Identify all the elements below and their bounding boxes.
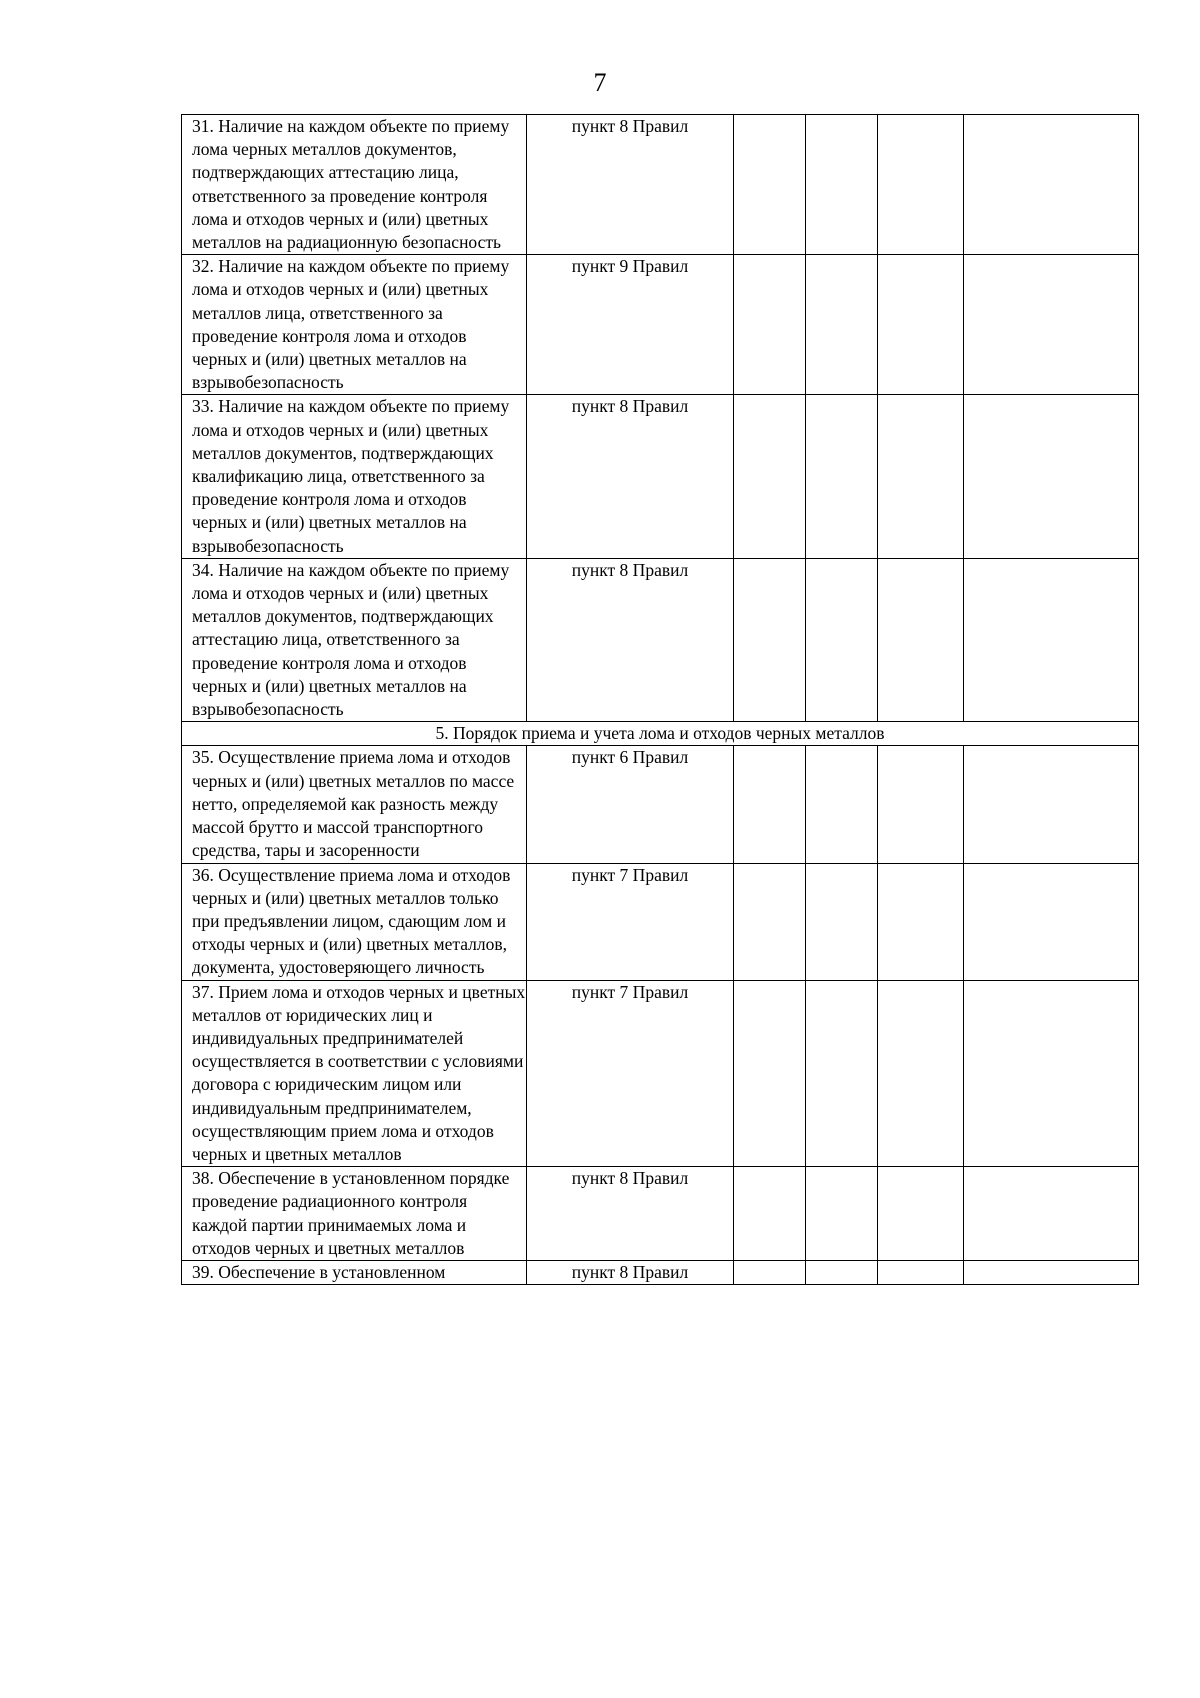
item-requirement: пункт 7 Правил xyxy=(527,863,734,980)
note-cell xyxy=(964,558,1139,721)
note-cell xyxy=(964,395,1139,558)
note-cell xyxy=(964,255,1139,395)
table-row xyxy=(182,1260,1139,1284)
item-text: 39. Обеспечение в установленном xyxy=(182,1260,527,1284)
item-text: 37. Прием лома и отходов черных и цветных металлов от юридических лиц и индивидуальных предпринимателей осуществляется в соответствии с условиями договора с юридическим лицом или индивидуальным предпринимателем, осуществляющим прием лома и отходов черных и цветных металлов xyxy=(182,980,527,1167)
answer-cell xyxy=(878,558,964,721)
item-text: 32. Наличие на каждом объекте по приему лома и отходов черных и (или) цветных металлов лица, ответственного за проведение контроля лома и отходов черных и (или) цветных металлов на взрывобезопасность xyxy=(182,255,527,395)
table-row xyxy=(182,395,1139,558)
item-requirement: пункт 6 Правил xyxy=(527,746,734,863)
item-text: 33. Наличие на каждом объекте по приему лома и отходов черных и (или) цветных металлов документов, подтверждающих квалификацию лица, ответственного за проведение контроля лома и отходов черных и (или) цветных металлов на взрывобезопасность xyxy=(182,395,527,558)
note-cell xyxy=(964,1167,1139,1261)
answer-cell xyxy=(734,863,806,980)
answer-cell xyxy=(734,1260,806,1284)
item-requirement: пункт 8 Правил xyxy=(527,1167,734,1261)
answer-cell xyxy=(878,1167,964,1261)
answer-cell xyxy=(806,115,878,255)
answer-cell xyxy=(878,395,964,558)
answer-cell xyxy=(878,1260,964,1284)
answer-cell xyxy=(806,746,878,863)
item-text: 38. Обеспечение в установленном порядке проведение радиационного контроля каждой партии принимаемых лома и отходов черных и цветных металлов xyxy=(182,1167,527,1261)
answer-cell xyxy=(878,980,964,1167)
answer-cell xyxy=(878,115,964,255)
note-cell xyxy=(964,115,1139,255)
answer-cell xyxy=(734,1167,806,1261)
section-title: 5. Порядок приема и учета лома и отходов черных металлов xyxy=(182,722,1139,746)
answer-cell xyxy=(806,558,878,721)
item-requirement: пункт 7 Правил xyxy=(527,980,734,1167)
note-cell xyxy=(964,863,1139,980)
checklist-table xyxy=(181,114,1139,1285)
table-row xyxy=(182,746,1139,863)
answer-cell xyxy=(806,863,878,980)
answer-cell xyxy=(734,558,806,721)
item-text: 35. Осуществление приема лома и отходов черных и (или) цветных металлов по массе нетто, определяемой как разность между массой брутто и массой транспортного средства, тары и засоренности xyxy=(182,746,527,863)
page-number: 7 xyxy=(593,68,607,97)
answer-cell xyxy=(734,255,806,395)
item-requirement: пункт 9 Правил xyxy=(527,255,734,395)
item-text: 36. Осуществление приема лома и отходов черных и (или) цветных металлов только при предъявлении лицом, сдающим лом и отходы черных и (или) цветных металлов, документа, удостоверяющего личность xyxy=(182,863,527,980)
item-requirement: пункт 8 Правил xyxy=(527,558,734,721)
item-requirement: пункт 8 Правил xyxy=(527,115,734,255)
note-cell xyxy=(964,1260,1139,1284)
table-row xyxy=(182,980,1139,1167)
answer-cell xyxy=(806,1260,878,1284)
answer-cell xyxy=(734,980,806,1167)
note-cell xyxy=(964,746,1139,863)
item-text: 34. Наличие на каждом объекте по приему лома и отходов черных и (или) цветных металлов документов, подтверждающих аттестацию лица, ответственного за проведение контроля лома и отходов черных и (или) цветных металлов на взрывобезопасность xyxy=(182,558,527,721)
table-row xyxy=(182,115,1139,255)
item-text: 31. Наличие на каждом объекте по приему лома черных металлов документов, подтверждающих аттестацию лица, ответственного за проведение контроля лома и отходов черных и (или) цветных металлов на радиационную безопасность xyxy=(182,115,527,255)
note-cell xyxy=(964,980,1139,1167)
answer-cell xyxy=(806,980,878,1167)
answer-cell xyxy=(806,395,878,558)
answer-cell xyxy=(734,746,806,863)
answer-cell xyxy=(878,746,964,863)
table-row xyxy=(182,863,1139,980)
table-row xyxy=(182,1167,1139,1261)
answer-cell xyxy=(806,255,878,395)
section-row xyxy=(182,722,1139,746)
table-row xyxy=(182,255,1139,395)
answer-cell xyxy=(734,395,806,558)
answer-cell xyxy=(806,1167,878,1261)
item-requirement: пункт 8 Правил xyxy=(527,395,734,558)
answer-cell xyxy=(878,863,964,980)
answer-cell xyxy=(878,255,964,395)
item-requirement: пункт 8 Правил xyxy=(527,1260,734,1284)
answer-cell xyxy=(734,115,806,255)
table-row xyxy=(182,558,1139,721)
